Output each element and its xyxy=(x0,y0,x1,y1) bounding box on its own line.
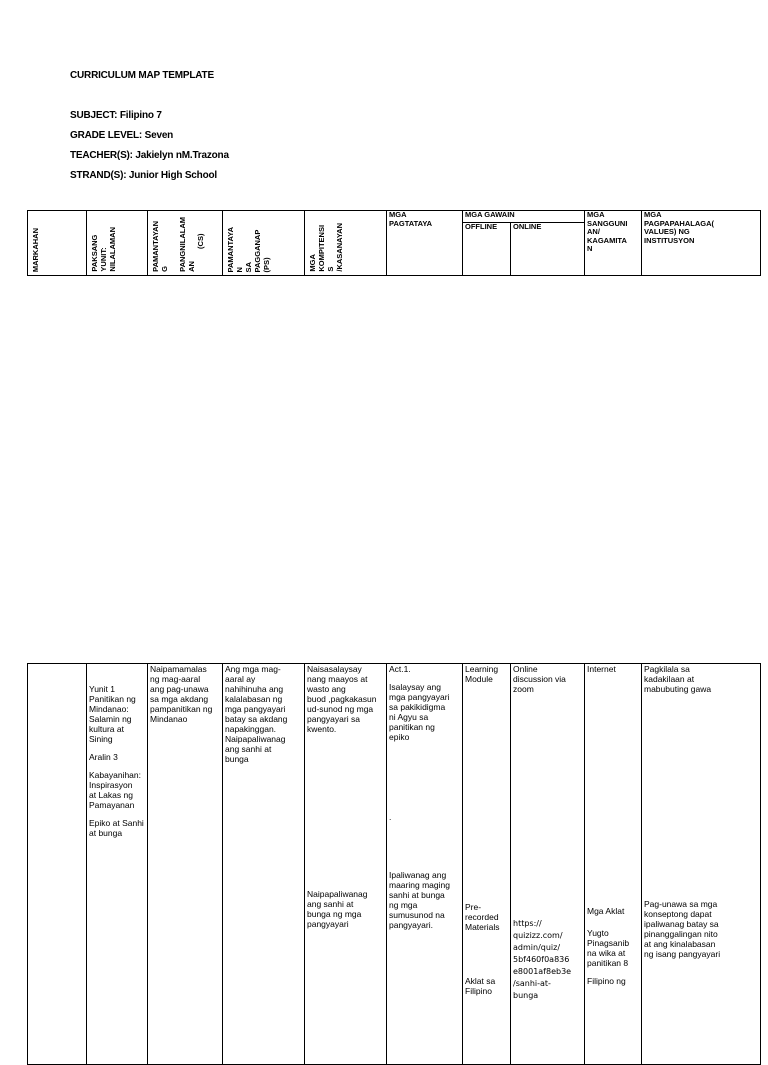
col-header-markahan: MARKAHAN xyxy=(28,211,87,276)
curriculum-header-table xyxy=(27,210,761,276)
lesson-title: Kabayanihan: Inspirasyon at Lakas ng Pamayanan xyxy=(89,770,141,810)
quiz-link[interactable]: https:// quizizz.com/ admin/quiz/ 5bf460f0a836 e8001af8eb3e /sanhi-at- bunga xyxy=(513,919,572,1000)
value-item: Pag-unawa sa mga konseptong dapat ipaliwanag batay sa pinanggalingan nito at ang kinalabasan ng isang pangyayari xyxy=(644,899,721,959)
lesson-topic: Epiko at Sanhi at bunga xyxy=(89,818,144,838)
teacher-line: TEACHER(S): Jakielyn nM.Trazona xyxy=(70,150,229,161)
kompitensi-item: Naisasalaysay nang maayos at wasto ang buod ,pagkakasun ud-sunod ng mga pangyayari sa kwento. xyxy=(307,664,377,734)
col-header-pagtataya: MGA PAGTATAYA xyxy=(387,211,463,276)
sanggunian-item: Yugto Pinagsanib na wika at panitikan 8 xyxy=(587,928,630,968)
cell-online xyxy=(511,664,585,1065)
kompitensi-item: Naipapaliwanag ang sanhi at bunga ng mga pangyayari xyxy=(307,889,368,929)
lesson-number: Aralin 3 xyxy=(89,752,118,762)
col-header-pamantayan-ps: PAMANTAYA N SA PAGGANAP (PS) xyxy=(223,211,305,276)
offline-item: Pre- recorded Materials xyxy=(465,902,500,932)
subject-line: SUBJECT: Filipino 7 xyxy=(70,110,162,121)
cell-pamantayan-ps: Ang mga mag- aaral ay nahihinuha ang kalalabasan ng mga pangyayari batay sa akdang napakinggan. Naipapaliwanag ang sanhi at bunga xyxy=(223,664,305,1065)
pagtataya-activity: Act.1. xyxy=(389,664,411,674)
pagtataya-item: Isalaysay ang mga pangyayari sa pakikidigma ni Agyu sa panitikan ng epiko xyxy=(389,682,450,742)
cell-pamantayan-cs: Naipamamalas ng mag-aaral ang pag-unawa sa mga akdang pampanitikan ng Mindanao xyxy=(148,664,223,1065)
cell-pagtataya xyxy=(387,664,463,1065)
cell-sanggunian xyxy=(585,664,642,1065)
offline-item: Learning Module xyxy=(465,664,499,684)
cell-kompitensi xyxy=(305,664,387,1065)
strand-line: STRAND(S): Junior High School xyxy=(70,170,217,181)
col-header-gawain: MGA GAWAIN xyxy=(463,211,585,223)
sanggunian-item: Filipino ng xyxy=(587,976,626,986)
col-header-online: ONLINE xyxy=(511,223,585,276)
online-item: Online discussion via zoom xyxy=(513,664,566,694)
value-item: Pagkilala sa kadakilaan at mabubuting gawa xyxy=(644,664,712,694)
col-header-sanggunian: MGA SANGGUNI AN/ KAGAMITA N xyxy=(585,211,642,276)
table-row xyxy=(28,664,761,1065)
curriculum-content-table xyxy=(27,663,761,1065)
pagtataya-dot: . xyxy=(389,812,392,822)
offline-item: Aklat sa Filipino xyxy=(465,976,496,996)
cell-offline xyxy=(463,664,511,1065)
cell-paksang-yunit xyxy=(87,664,148,1065)
sanggunian-item: Internet xyxy=(587,664,616,674)
pagtataya-item: Ipaliwanag ang maaring maging sanhi at bunga ng mga sumusunod na pangyayari. xyxy=(389,870,450,930)
sanggunian-item: Mga Aklat xyxy=(587,906,625,916)
cell-pagpapahalaga xyxy=(642,664,761,1065)
grade-level-line: GRADE LEVEL: Seven xyxy=(70,130,174,141)
unit-title: Yunit 1 Panitikan ng Mindanao: Salamin ng kultura at Sining xyxy=(89,684,136,744)
col-header-offline: OFFLINE xyxy=(463,223,511,276)
col-header-kompitensi: MGA KOMPITENSI S /KASANAYAN xyxy=(305,211,387,276)
col-header-paksang-yunit: PAKSANG YUNIT: NILALAMAN xyxy=(87,211,148,276)
cell-markahan xyxy=(28,664,87,1065)
document-title: CURRICULUM MAP TEMPLATE xyxy=(70,70,214,81)
col-header-pamantayan-cs: PAMANTAYAN G PANGNILALAM AN (CS) xyxy=(148,211,223,276)
col-header-pagpapahalaga: MGA PAGPAPAHALAGA( VALUES) NG INSTITUSYON xyxy=(642,211,761,276)
